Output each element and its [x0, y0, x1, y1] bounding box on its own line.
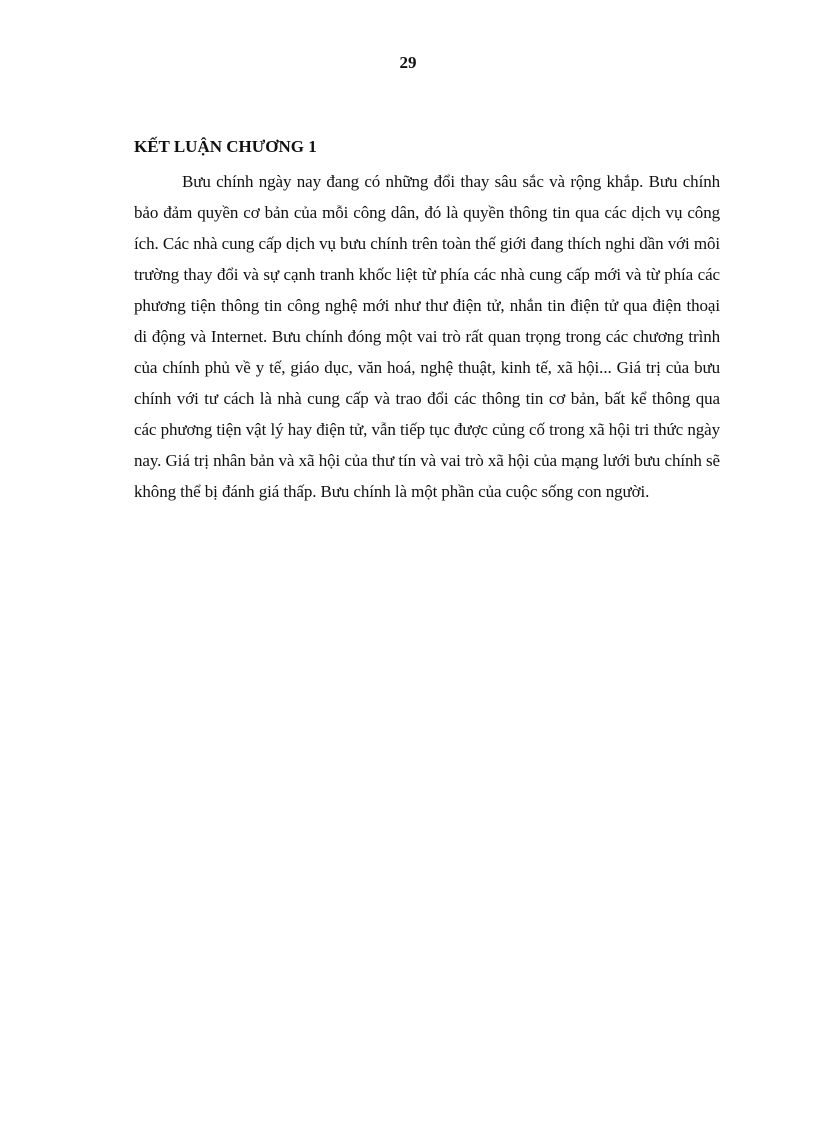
page-number: 29	[399, 53, 417, 72]
page-content	[134, 136, 720, 507]
conclusion-paragraph: Bưu chính ngày nay đang có những đổi thay sâu sắc và rộng khắp. Bưu chính bảo đảm quyền cơ bản của mỗi công dân, đó là quyền thông tin qua các dịch vụ công ích. Các nhà cung cấp dịch vụ bưu chính trên toàn thế giới đang thích nghi dần với môi trường thay đổi và sự cạnh tranh khốc liệt từ phía các nhà cung cấp mới và từ phía các phương tiện thông tin công nghệ mới như thư điện tử, nhắn tin điện tử qua điện thoại di động và Internet. Bưu chính đóng một vai trò rất quan trọng trong các chương trình của chính phủ về y tế, giáo dục, văn hoá, nghệ thuật, kinh tế, xã hội... Giá trị của bưu chính với tư cách là nhà cung cấp và trao đổi các thông tin cơ bản, bất kể thông qua các phương tiện vật lý hay điện tử, vẫn tiếp tục được củng cố trong xã hội tri thức ngày nay. Giá trị nhân bản và xã hội của thư tín và vai trò xã hội của mạng lưới bưu chính sẽ không thể bị đánh giá thấp. Bưu chính là một phần của cuộc sống con người.	[134, 172, 720, 501]
chapter-conclusion-heading: KẾT LUẬN CHƯƠNG 1	[134, 137, 317, 156]
